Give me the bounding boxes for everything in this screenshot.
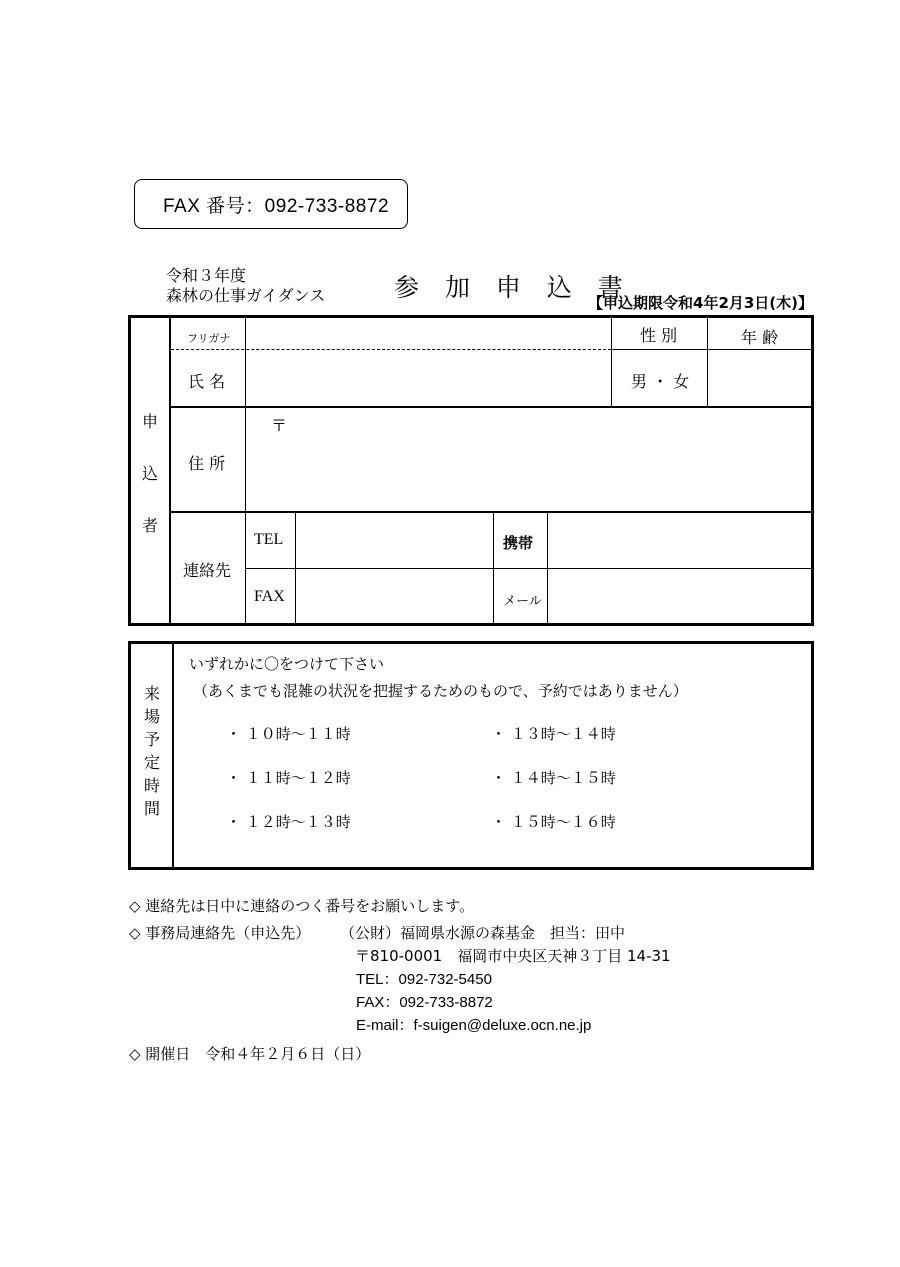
gender-options[interactable]: 男 ・ 女 <box>631 372 690 391</box>
address-field[interactable] <box>246 408 811 511</box>
fax-label: FAX <box>254 588 285 605</box>
visit-time-table <box>128 641 814 870</box>
slot-14-15[interactable]: ・ １４時～１５時 <box>491 769 616 787</box>
slot-11-12[interactable]: ・ １１時～１２時 <box>226 769 351 787</box>
header-left <box>166 266 325 306</box>
slot-13-14[interactable]: ・ １３時～１４時 <box>491 725 616 743</box>
office-org: （公財）福岡県水源の森基金 担当：田中 <box>340 924 626 942</box>
age-label: 年 齢 <box>741 328 779 347</box>
note-contact-daytime: ◇ 連絡先は日中に連絡のつく番号をお願いします。 <box>129 897 475 915</box>
gender-label: 性 別 <box>640 326 678 345</box>
tel-field[interactable] <box>296 513 493 568</box>
fiscal-year: 令和３年度 <box>166 266 247 285</box>
visit-instruction: いずれかに〇をつけて下さい <box>189 655 385 673</box>
slot-15-16[interactable]: ・ １５時～１６時 <box>491 813 616 831</box>
applicant-table <box>128 315 814 626</box>
applicant-section-label: 申 込 者 <box>141 412 158 535</box>
fax-number-text: FAX 番号：092-733-8872 <box>163 195 390 217</box>
fax-field[interactable] <box>296 569 493 623</box>
office-email[interactable]: E-mail：f-suigen@deluxe.ocn.ne.jp <box>356 1017 592 1034</box>
furigana-label: フリガナ <box>187 332 231 345</box>
age-field[interactable] <box>708 350 811 406</box>
name-label: 氏 名 <box>188 372 226 391</box>
mail-label: メール <box>503 594 542 609</box>
slot-12-13[interactable]: ・ １２時～１３時 <box>226 813 351 831</box>
slot-10-11[interactable]: ・ １０時～１１時 <box>226 725 351 743</box>
office-address: 〒810-0001 福岡市中央区天神３丁目 14-31 <box>355 947 671 965</box>
page-title: 参 加 申 込 書 <box>394 273 632 302</box>
address-label: 住 所 <box>188 454 226 473</box>
fax-number-box <box>134 179 408 229</box>
note-office-label: ◇ 事務局連絡先（申込先） <box>129 924 311 942</box>
name-field[interactable] <box>246 350 611 406</box>
mail-field[interactable] <box>548 569 811 623</box>
contact-label: 連絡先 <box>183 561 232 580</box>
furigana-field[interactable] <box>246 318 611 349</box>
mobile-field[interactable] <box>548 513 811 568</box>
office-tel: TEL：092-732-5450 <box>356 971 492 988</box>
mobile-label: 携帯 <box>503 534 534 552</box>
tel-label: TEL <box>254 531 284 548</box>
note-event-date: ◇ 開催日 令和４年２月６日（日） <box>129 1045 371 1063</box>
postal-mark: 〒 <box>271 416 288 435</box>
visit-note: （あくまでも混雑の状況を把握するためのもので、予約ではありません） <box>193 682 688 700</box>
visit-section-label: 来 場 予 定 時 間 <box>143 684 160 818</box>
deadline: 【申込期限令和4年2月3日(木)】 <box>588 294 814 312</box>
office-fax: FAX：092-733-8872 <box>356 994 493 1011</box>
event-name: 森林の仕事ガイダンス <box>166 286 326 305</box>
